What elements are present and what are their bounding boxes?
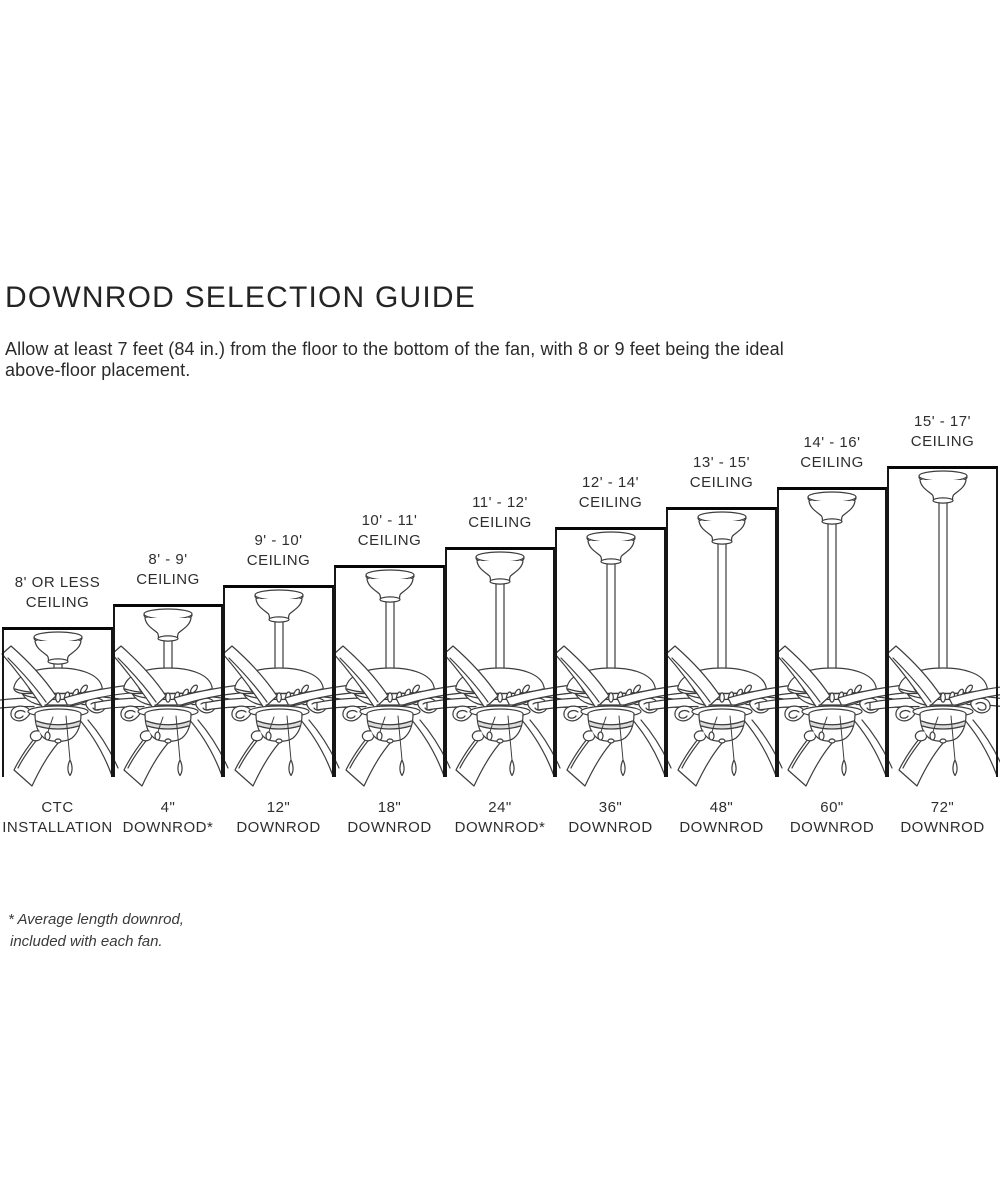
downrod-length-label-line: DOWNROD*: [122, 819, 214, 836]
ceiling-height-label-line: 15' - 17': [914, 413, 971, 430]
ceiling-box: [445, 547, 555, 777]
ceiling-height-label-line: CEILING: [910, 433, 975, 450]
page-title: DOWNROD SELECTION GUIDE: [5, 281, 476, 315]
ceiling-box: [555, 527, 666, 777]
downrod-length-label-line: 24": [488, 799, 512, 816]
downrod-length-label-line: 48": [709, 799, 734, 816]
downrod-length-label-line: DOWNROD: [789, 819, 875, 836]
ceiling-height-label-line: CEILING: [246, 552, 311, 569]
footnote: [8, 909, 184, 953]
ceiling-height-label-line: CEILING: [357, 532, 422, 549]
ceiling-height-label-line: CEILING: [689, 474, 754, 491]
intro-text-line2: above-floor placement.: [5, 360, 191, 380]
ceiling-box: [777, 487, 887, 777]
ceiling-height-label-line: 11' - 12': [472, 494, 528, 511]
ceiling-height-label-line: 14' - 16': [803, 434, 861, 451]
ceiling-height-label-line: 9' - 10': [254, 532, 303, 549]
ceiling-box: [2, 627, 113, 777]
ceiling-height-label-line: CEILING: [468, 514, 532, 531]
downrod-length-label-line: DOWNROD: [236, 819, 321, 836]
downrod-length-label-line: 18": [377, 799, 402, 816]
intro-text-line1: Allow at least 7 feet (84 in.) from the floor to the bottom of the fan, with 8 or 9 feet being the ideal: [5, 339, 784, 359]
downrod-length-label-line: 4": [160, 799, 176, 816]
downrod-length-label-line: 72": [930, 799, 955, 816]
downrod-length-label-line: INSTALLATION: [2, 819, 113, 836]
ceiling-box: [666, 507, 777, 777]
downrod-length-label-line: 12": [266, 799, 291, 816]
ceiling-height-label-line: 8' OR LESS: [14, 574, 101, 591]
footnote-line1: * Average length downrod,: [8, 911, 184, 928]
ceiling-height-label-line: 13' - 15': [693, 454, 750, 471]
downrod-length-label-line: DOWNROD*: [454, 819, 546, 836]
ceiling-height-label-line: 12' - 14': [582, 474, 639, 491]
ceiling-height-label-line: CEILING: [578, 494, 643, 511]
ceiling-box: [887, 466, 998, 777]
ceiling-box: [113, 604, 223, 777]
downrod-length-label-line: DOWNROD: [679, 819, 764, 836]
downrod-length-label: [858, 798, 1000, 838]
downrod-length-label-line: DOWNROD: [568, 819, 653, 836]
ceiling-height-label-line: CEILING: [800, 454, 864, 471]
ceiling-box: [223, 585, 334, 777]
ceiling-height-label-line: 8' - 9': [148, 551, 188, 568]
ceiling-height-label-line: CEILING: [136, 571, 200, 588]
ceiling-height-label-line: 10' - 11': [361, 512, 418, 529]
ceiling-height-label: [858, 412, 1000, 452]
footnote-line2: included with each fan.: [10, 933, 163, 950]
downrod-length-label-line: DOWNROD: [900, 819, 985, 836]
downrod-length-label-line: 36": [598, 799, 623, 816]
downrod-length-label-line: DOWNROD: [347, 819, 432, 836]
ceiling-box: [334, 565, 445, 777]
ceiling-height-label-line: CEILING: [25, 594, 90, 611]
downrod-length-label-line: CTC: [41, 799, 74, 816]
intro-text: [5, 339, 945, 381]
downrod-length-label-line: 60": [820, 799, 844, 816]
